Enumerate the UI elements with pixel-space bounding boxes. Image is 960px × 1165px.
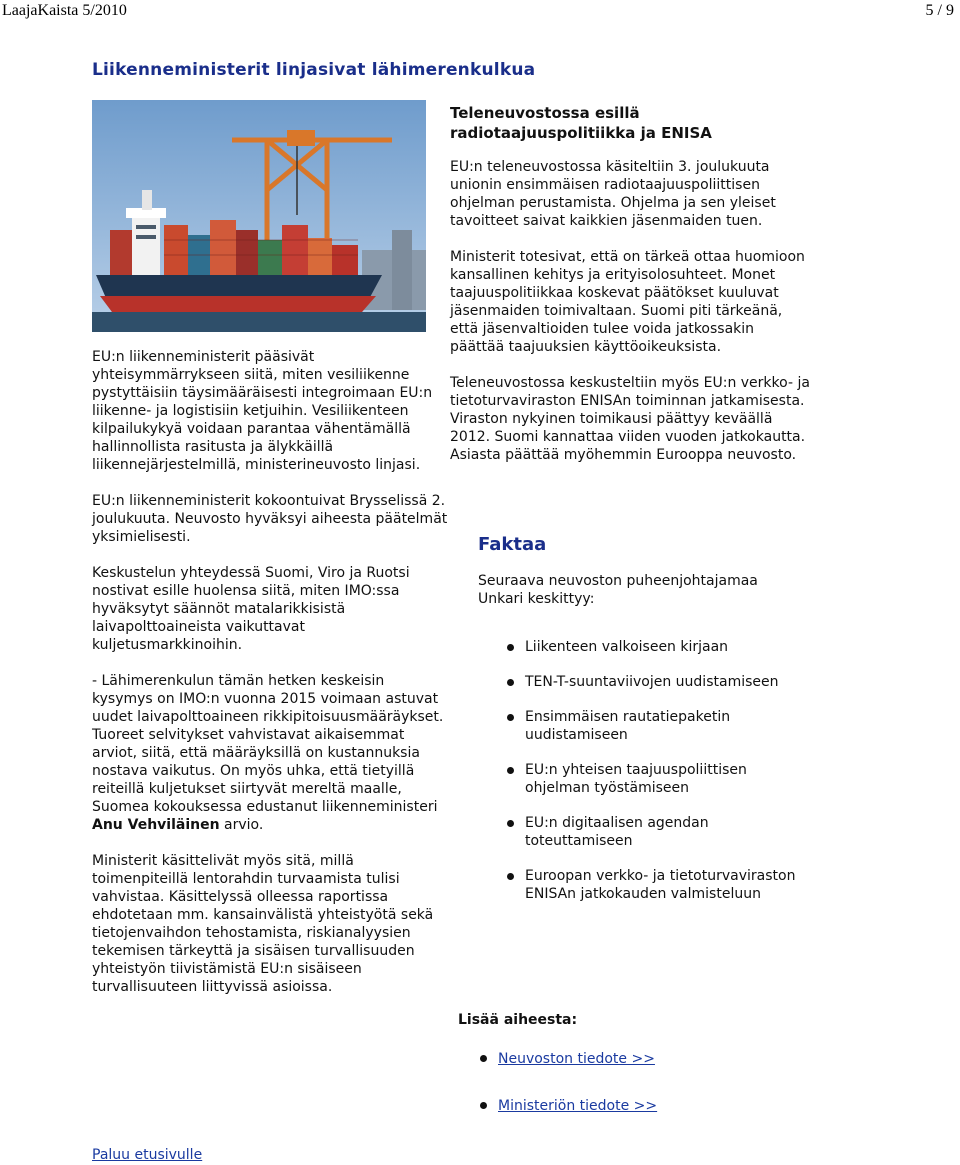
side-paragraph: Teleneuvostossa keskusteltiin myös EU:n verkko- ja tietoturvaviraston ENISAn toiminnan jatkamisesta. Viraston nykyinen toimikausi päättyy keväällä 2012. Suomi kannattaa viiden vuoden jatkokautta. Asiasta päättää myöhemmin Eurooppa neuvosto. bbox=[450, 375, 810, 463]
side-article-title bbox=[450, 103, 712, 143]
article-paragraph: EU:n liikenneministerit pääsivät yhteisymmärrykseen siitä, miten vesiliikenne pystyttäisiin täysimääräisesti integroimaan EU:n liikenne- ja logistisiin ketjuihin. Vesiliikenteen kilpailukykyä voidaan parantaa vähentämällä hallinnollista rasitusta ja älykkäillä liikennejärjestelmillä, ministerineuvosto linjasi. bbox=[92, 349, 433, 473]
link-item bbox=[498, 1050, 657, 1068]
side-paragraph: EU:n teleneuvostossa käsiteltiin 3. joulukuuta unionin ensimmäisen radiotaajuuspoliittisen ohjelman perustamista. Ohjelma ja sen yleiset tavoitteet saivat kaikkien jäsenmaiden tuen. bbox=[450, 159, 776, 229]
side-title-line: Teleneuvostossa esillä bbox=[450, 104, 640, 122]
article-title: Liikenneministerit linjasivat lähimerenkulkua bbox=[92, 60, 536, 80]
quote-end: arvio. bbox=[219, 817, 264, 833]
fakta-list bbox=[478, 638, 815, 903]
article-paragraph: Keskustelun yhteydessä Suomi, Viro ja Ruotsi nostivat esille huolensa siitä, miten IMO:ssa hyväksytyt säännöt matalarikkisistä laivapolttoaineista vaikuttavat kuljetusmarkkinoihin. bbox=[92, 565, 410, 653]
cargo-ship-illustration bbox=[92, 100, 426, 332]
fakta-item: EU:n digitaalisen agendan toteuttamiseen bbox=[525, 814, 815, 850]
article-paragraph: Ministerit käsittelivät myös sitä, millä toimenpiteillä lentorahdin turvaamista tulisi vahvistaa. Käsittelyssä olleessa raportissa ehdotetaan mm. kansainvälistä yhteistyötä sekä tietojenvaihdon tehostamista, riskianalyysien tekemisen tärkeyttä ja sisäisen turvallisuuden yhteistyön tiivistämistä EU:n sisäiseen turvallisuuteen liittyvissä asioissa. bbox=[92, 853, 434, 995]
article-paragraph: EU:n liikenneministerit kokoontuivat Brysselissä 2. joulukuuta. Neuvosto hyväksyi aiheesta päätelmät yksimielisesti. bbox=[92, 493, 448, 545]
side-article-body bbox=[450, 158, 810, 464]
cargo-ship-photo bbox=[92, 100, 426, 332]
ministry-release-link[interactable]: Ministeriön tiedote >> bbox=[498, 1098, 658, 1114]
publication-header: LaajaKaista 5/2010 bbox=[2, 2, 127, 19]
fakta-item: Ensimmäisen rautatiepaketin uudistamiseen bbox=[525, 708, 815, 744]
fakta-item: TEN-T-suuntaviivojen uudistamiseen bbox=[525, 673, 815, 691]
fakta-item: EU:n yhteisen taajuuspoliittisen ohjelman työstämiseen bbox=[525, 761, 815, 797]
back-to-home-link[interactable]: Paluu etusivulle bbox=[92, 1147, 203, 1163]
side-title-line: radiotaajuuspolitiikka ja ENISA bbox=[450, 124, 712, 142]
side-paragraph: Ministerit totesivat, että on tärkeä ottaa huomioon kansallinen kehitys ja erityisolosuhteet. Monet taajuuspolitiikkaa koskevat päätökset kuuluvat jäsenmaiden toimivaltaan. Suomi piti tärkeänä, että jäsenvaltioiden tulee voida jatkossakin päättää taajuuksien käyttöoikeuksista. bbox=[450, 249, 805, 355]
more-heading: Lisää aiheesta: bbox=[458, 1012, 578, 1028]
fakta-item: Euroopan verkko- ja tietoturvaviraston ENISAn jatkokauden valmisteluun bbox=[525, 867, 815, 903]
article-body bbox=[92, 348, 448, 996]
page-indicator: 5 / 9 bbox=[925, 2, 954, 19]
more-links bbox=[458, 1050, 657, 1115]
link-item bbox=[498, 1097, 657, 1115]
fakta-title: Faktaa bbox=[478, 534, 547, 555]
quote-text: - Lähimerenkulun tämän hetken keskeisin kysymys on IMO:n vuonna 2015 voimaan astuvat uudet laivapolttoaineen rikkipitoisuusmääräykset. Tuoreet selvitykset vahvistavat aikaisemmat arviot, siitä, että määräyksillä on kustannuksia nostava vaikutus. On myös uhka, että tietyillä reiteillä kuljetukset siirtyvät mereltä maalle, Suomea kokouksessa edustanut liikenneministeri bbox=[92, 673, 444, 815]
fakta-intro: Seuraava neuvoston puheenjohtajamaa Unkari keskittyy: bbox=[478, 573, 758, 607]
council-release-link[interactable]: Neuvoston tiedote >> bbox=[498, 1051, 655, 1067]
minister-name: Anu Vehviläinen bbox=[92, 817, 220, 833]
quote-paragraph bbox=[92, 672, 448, 834]
fakta-item: Liikenteen valkoiseen kirjaan bbox=[525, 638, 815, 656]
